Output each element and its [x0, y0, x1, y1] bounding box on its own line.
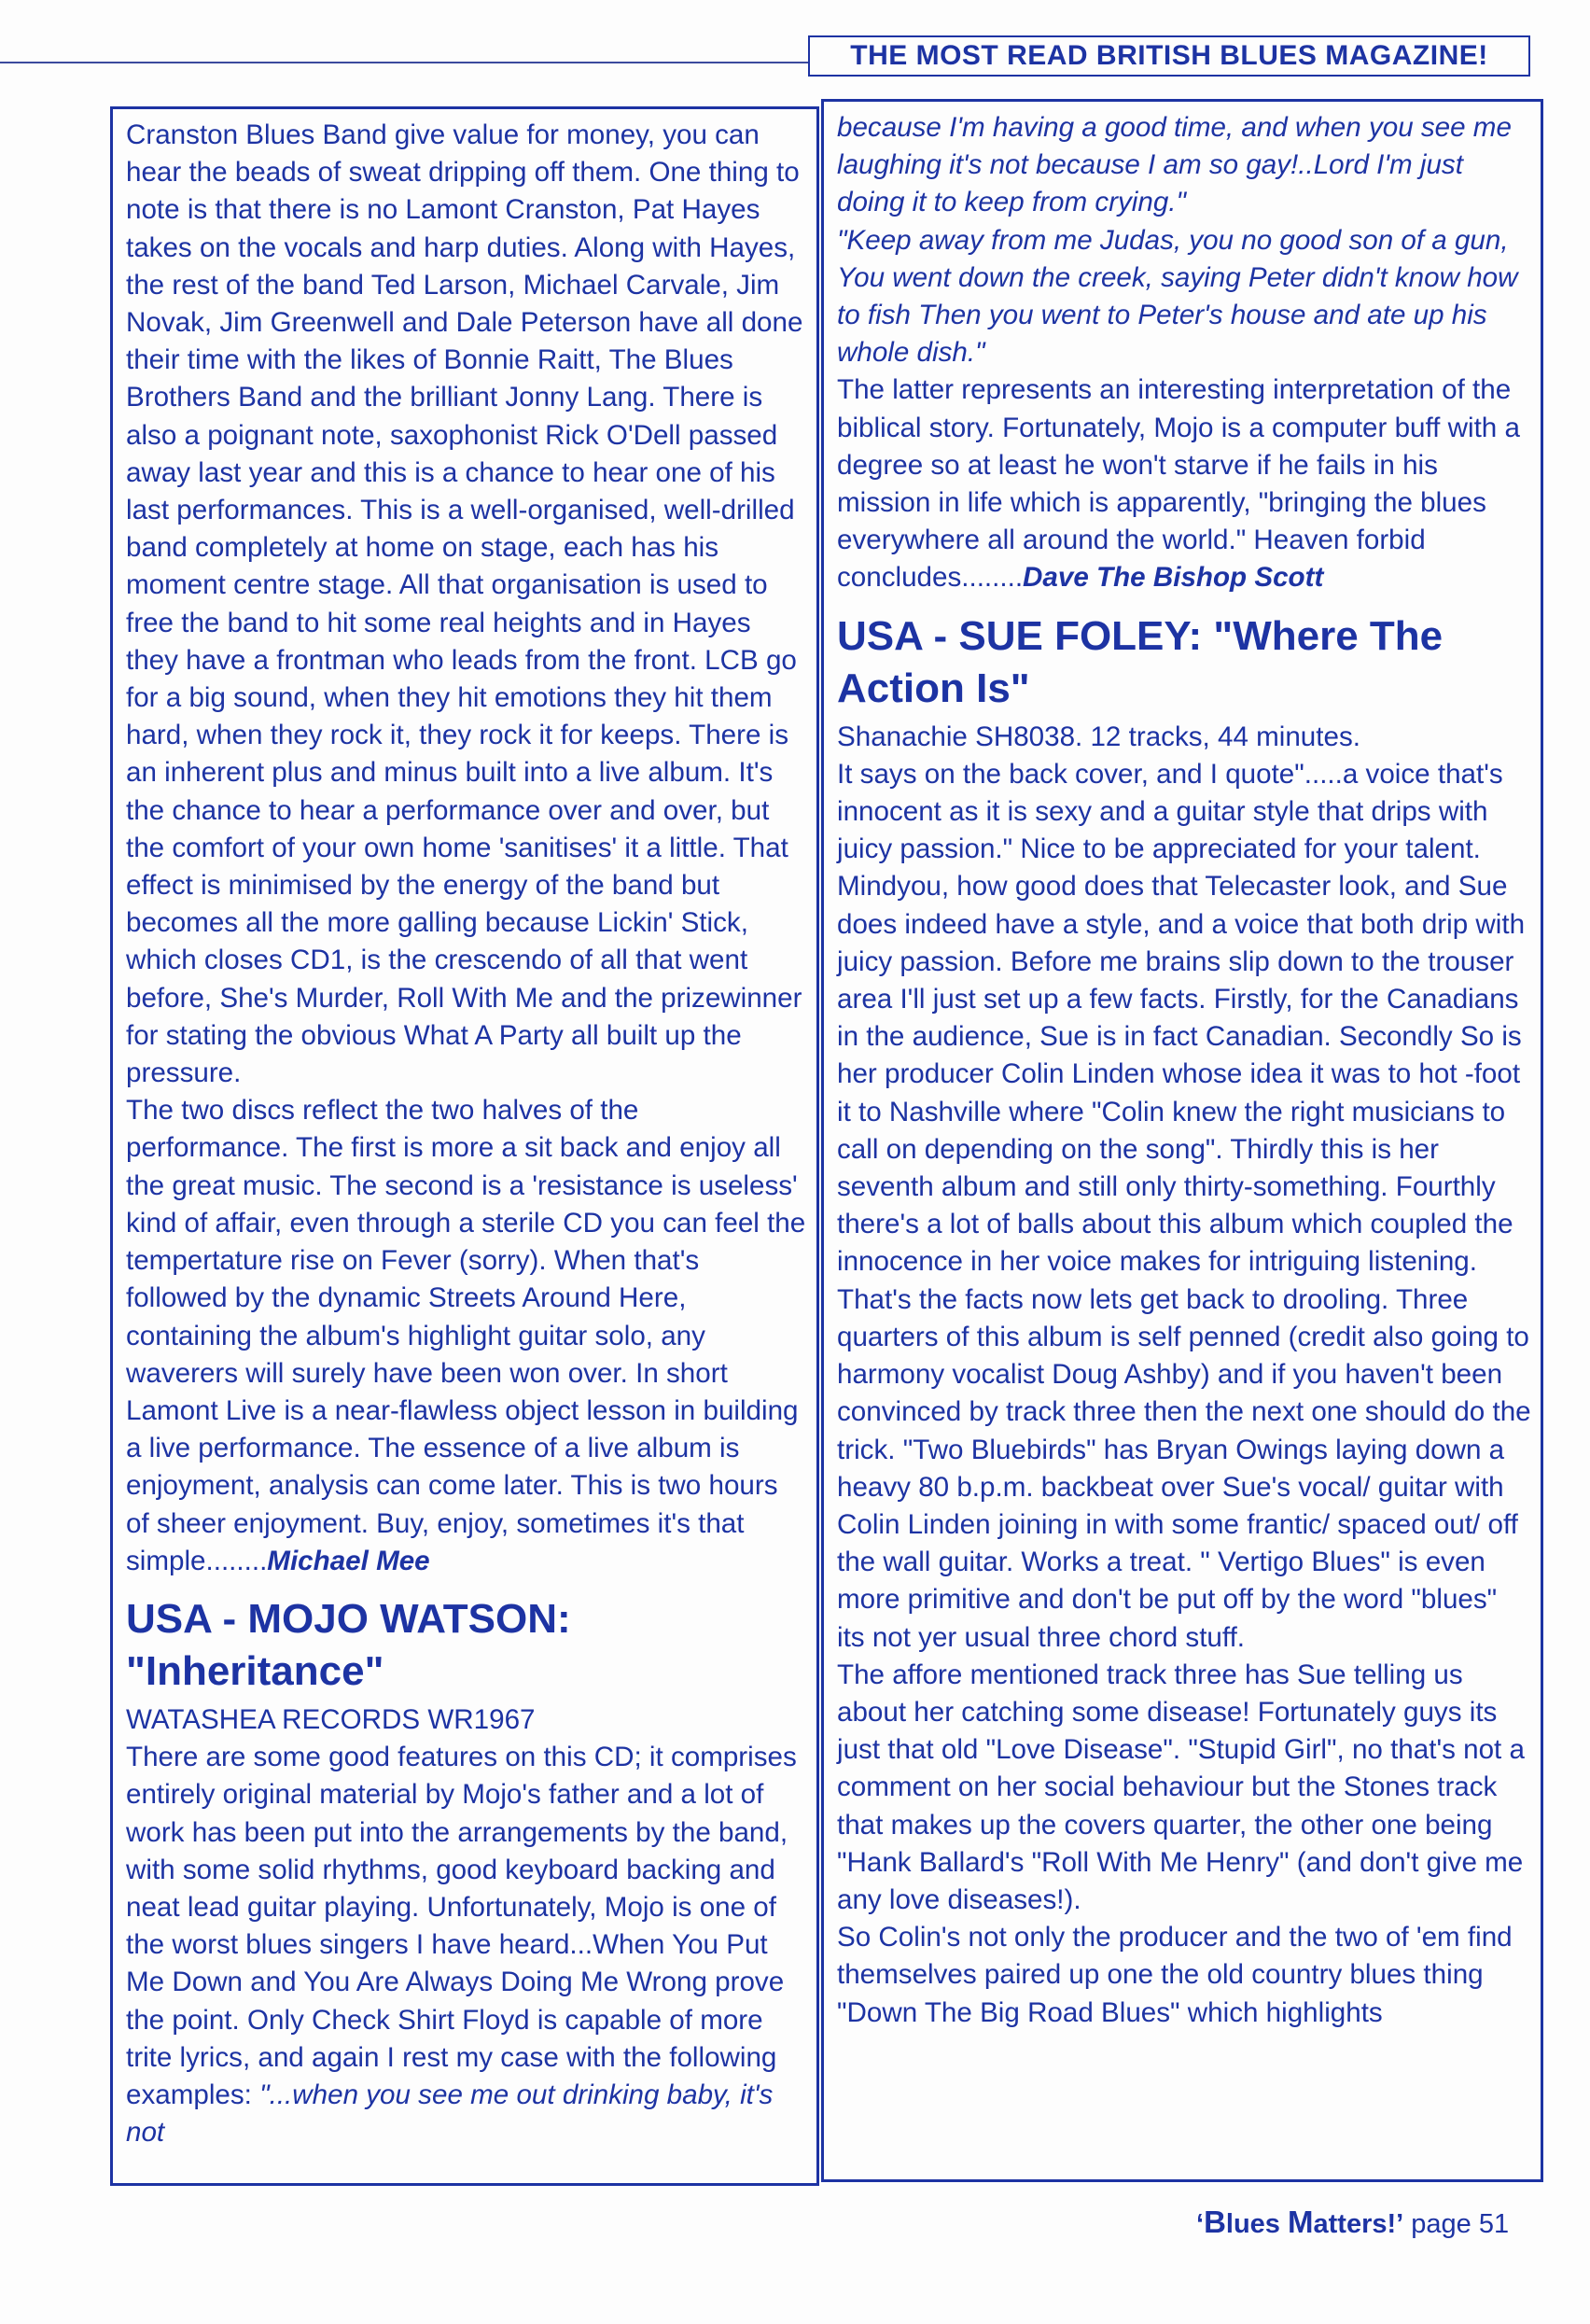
- mojo-watson-text: There are some good features on this CD; it comprises entirely original material by Mojo's father and a lot of work has been put into the arrangements by the band, with some solid rhythms, good keyboard backing and neat lead guitar playing. Unfortunately, Mojo is one of the worst blues singers I have heard...When You Put Me Down and You Are Always Doing Me Wrong prove the point. Only Check Shirt Floyd is capable of more trite lyrics, and again I rest my case with the following examples:: [126, 1742, 797, 2110]
- page-footer: [1196, 2205, 1509, 2240]
- page-number: page 51: [1403, 2209, 1510, 2239]
- sue-foley-heading: USA - SUE FOLEY: "Where The Action Is": [837, 612, 1444, 711]
- sue-foley-body-3: So Colin's not only the producer and the two of 'em find themselves paired up one the old country blues thing "Down The Big Road Blues" which highlights: [837, 1922, 1513, 2028]
- mojo-review-conclusion: [837, 371, 1531, 596]
- mojo-lyric-quote-2: [837, 222, 1531, 372]
- mojo-lyric-quote-2-text: "Keep away from me Judas, you no good son of a gun, You went down the creek, saying Peter didn't know how to fish Then you went to Peter's house and ate up his whole dish.": [837, 224, 1518, 369]
- magazine-banner: THE MOST READ BRITISH BLUES MAGAZINE!: [808, 35, 1530, 77]
- left-column: [110, 106, 819, 2186]
- mojo-lyric-quote-1-text: because I'm having a good time, and when you see me laughing it's not because I am so gay!..Lord I'm just doing it to keep from crying.": [837, 112, 1512, 218]
- cranston-review-text: The two discs reflect the two halves of the performance. The first is more a sit back and enjoy all the great music. The second is a 'resistance is useless' kind of affair, even through a sterile CD you can feel the tempertature rise on Fever (sorry). When that's followed by the dynamic Streets Around Here, containing the album's highlight guitar solo, any waverers will surely have been won over. In short Lamont Live is a near-flawless object lesson in building a live performance. The essence of a live album is enjoyment, analysis can come later. This is two hours of sheer enjoyment. Buy, enjoy, sometimes it's that simple........: [126, 1095, 806, 1576]
- reviewer-signature: Michael Mee: [267, 1545, 430, 1576]
- footer-b-letter: B: [1204, 2205, 1226, 2239]
- right-column: [821, 99, 1543, 2182]
- sue-foley-body: It says on the back cover, and I quote".....a voice that's innocent as it is sexy and a guitar style that drips with juicy passion." Nice to be appreciated for your talent. Mindyou, how good does that Telecaster look, and Sue does indeed have a style, and a voice that both drip with juicy passion. Before me brains slip down to the trouser area I'll just set up a few facts. Firstly, for the Canadians in the audience, Sue is in fact Canadian. Secondly So is her producer Colin Linden whose idea it was to hot -foot it to Nashville where "Colin knew the right musicians to call on depending on the song". Thirdly this is her seventh album and still only thirty-something. Fourthly there's a lot of balls about this album which coupled the innocence in her voice makes for intriguing listening. That's the facts now lets get back to drooling. Three quarters of this album is self penned (credit also going to harmony vocalist Doug Ashby) and if you haven't been convinced by track three then the next one should do the trick. "Two Bluebirds" has Bryan Owings laying down a heavy 80 b.p.m. backbeat over Sue's vocal/ guitar with Colin Linden joining in with some frantic/ spaced out/ off the wall guitar. Works a treat. " Vertigo Blues" is even more primitive and don't be put off by the word "blues" its not yer usual three chord stuff.: [837, 758, 1531, 1653]
- footer-m-letter: M: [1288, 2205, 1314, 2239]
- mojo-watson-label: WATASHEA RECORDS WR1967: [126, 1703, 536, 1735]
- footer-lues: lues: [1225, 2209, 1288, 2239]
- mojo-review-conclusion-text: The latter represents an interesting interpretation of the biblical story. Fortunately, Mojo is a computer buff with a degree so at least he won't starve if he fails in his mission in life which is apparently, "bringing the blues everywhere all around the world." Heaven forbid concludes........: [837, 374, 1520, 594]
- cranston-review-body-continued: [126, 1092, 807, 1580]
- cranston-review-body: Cranston Blues Band give value for money, you can hear the beads of sweat dripping off them. One thing to note is that there is no Lamont Cranston, Pat Hayes takes on the vocals and harp duties. Along with Hayes, the rest of the band Ted Larson, Michael Carvale, Jim Novak, Jim Greenwell and Dale Peterson have all done their time with the likes of Bonnie Raitt, The Blues Brothers Band and the brilliant Jonny Lang. There is also a poignant note, saxophonist Rick O'Dell passed away last year and this is a chance to hear one of his last performances. This is a well-organised, well-drilled band completely at home on stage, each has his moment centre stage. All that organisation is used to free the band to hit some real heights and in Hayes they have a frontman who leads from the front. LCB go for a big sound, when they hit emotions they hit them hard, when they rock it, they rock it for keeps. There is an inherent plus and minus built into a live album. It's the chance to hear a performance over and over, but the comfort of your own home 'sanitises' it a little. That effect is minimised by the energy of the band but becomes all the more galling because Lickin' Stick, which closes CD1, is the crescendo of all that went before, She's Murder, Roll With Me and the prizewinner for stating the obvious What A Party all built up the pressure.: [126, 119, 803, 1089]
- sue-foley-body-2: The affore mentioned track three has Sue telling us about her catching some disease! Fortunately guys its just that old "Love Disease". "Stupid Girl", no that's not a comment on her social behaviour but the Stones track that makes up the covers quarter, the other one being "Hank Ballard's "Roll With Me Henry" (and don't give me any love diseases!).: [837, 1659, 1525, 1915]
- mojo-lyric-quote-1: [837, 109, 1531, 222]
- mojo-watson-lyric-quote: "...when you see me out drinking baby, it's not: [126, 2079, 774, 2149]
- reviewer-signature: Dave The Bishop Scott: [1023, 562, 1324, 594]
- mojo-watson-body: [126, 1739, 807, 2151]
- footer-quote-open: ‘: [1196, 2209, 1205, 2239]
- footer-atters: atters!’: [1313, 2209, 1404, 2239]
- mojo-watson-heading: USA - MOJO WATSON: "Inheritance": [126, 1595, 571, 1694]
- header-rule: [0, 62, 808, 63]
- sue-foley-label: Shanachie SH8038. 12 tracks, 44 minutes.: [837, 721, 1360, 752]
